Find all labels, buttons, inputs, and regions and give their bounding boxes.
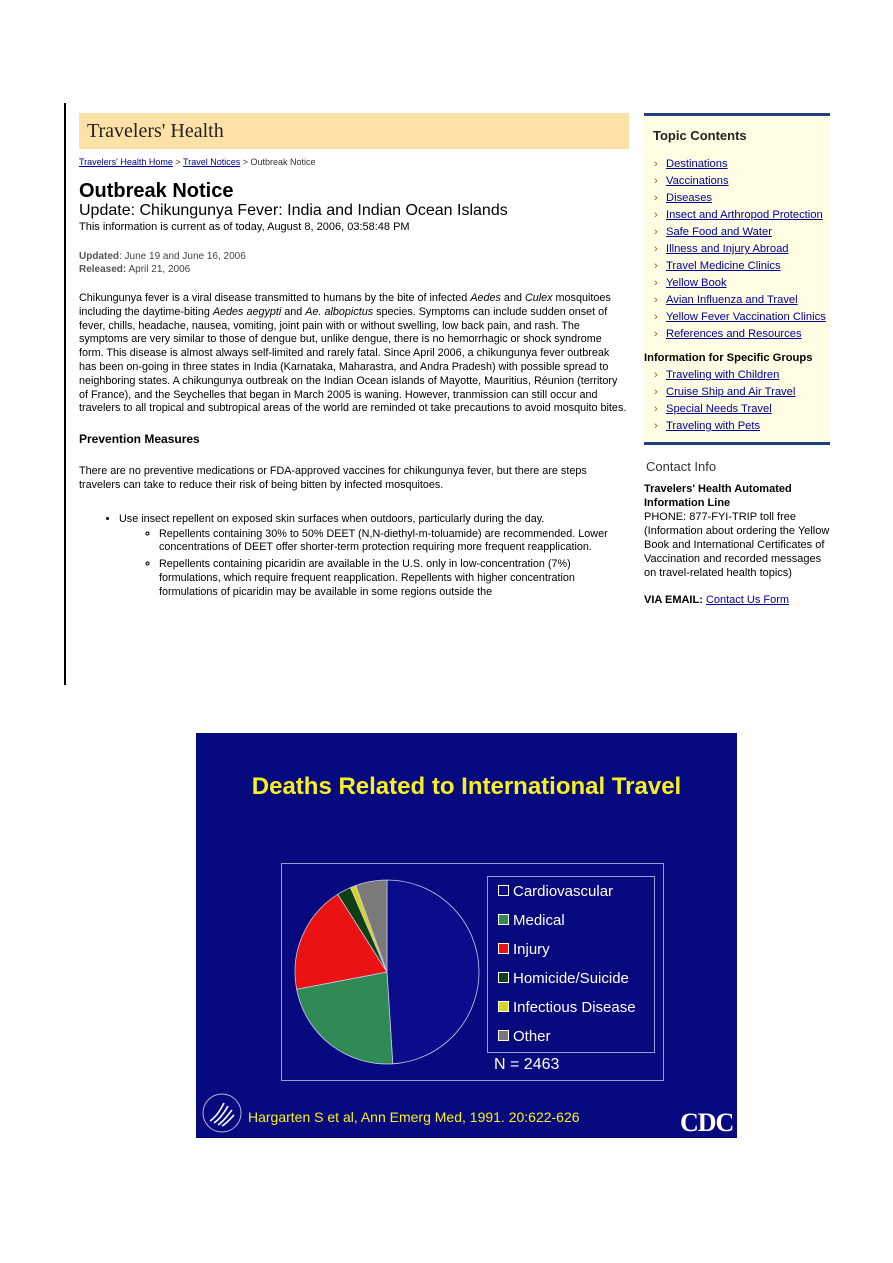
pie-slice-cardiovascular: [387, 880, 479, 1064]
breadcrumb: [79, 157, 629, 167]
topic-link[interactable]: Travel Medicine Clinics: [666, 260, 781, 272]
topic-list: [644, 157, 830, 342]
body-text: and: [500, 292, 525, 304]
group-link[interactable]: Traveling with Children: [666, 369, 780, 381]
chevron-right-icon: ›: [654, 311, 658, 323]
chevron-right-icon: ›: [654, 328, 658, 340]
topic-item: [644, 208, 830, 223]
body-text: Chikungunya fever is a viral disease transmitted to humans by the bite of infected: [79, 292, 471, 304]
list-item: [119, 513, 629, 600]
chevron-right-icon: ›: [654, 294, 658, 306]
group-link[interactable]: Cruise Ship and Air Travel: [666, 386, 796, 398]
current-info: This information is current as of today, August 8, 2006, 03:58:48 PM: [79, 221, 410, 233]
chart-title: Deaths Related to International Travel: [251, 773, 682, 800]
contact-title: Travelers' Health Automated Information Line: [644, 483, 792, 509]
prevention-text: There are no preventive medications or FDA-approved vaccines for chikungunya fever, but there are steps travelers can take to reduce their risk of being bitten by infected mosquitoes.: [79, 465, 587, 491]
topic-link[interactable]: References and Resources: [666, 328, 802, 340]
group-item: [644, 419, 830, 434]
group-item: [644, 368, 830, 383]
breadcrumb-separator: >: [242, 157, 249, 167]
chevron-right-icon: ›: [654, 403, 658, 415]
cdc-logo: CDC: [680, 1108, 734, 1137]
legend-label: Other: [513, 1028, 551, 1045]
legend-item: [498, 970, 629, 987]
topic-item: [644, 225, 830, 240]
chevron-right-icon: ›: [654, 158, 658, 170]
chevron-right-icon: ›: [654, 420, 658, 432]
groups-list: [644, 368, 830, 434]
topic-contents-box: [644, 113, 830, 445]
body-text: and: [281, 305, 306, 318]
legend-swatch: [498, 972, 509, 983]
legend-label: Medical: [513, 912, 565, 929]
topic-link[interactable]: Destinations: [666, 158, 728, 170]
chevron-right-icon: ›: [654, 260, 658, 272]
group-link[interactable]: Traveling with Pets: [666, 420, 761, 432]
topic-link[interactable]: Insect and Arthropod Protection: [666, 209, 823, 221]
legend-item: [498, 912, 565, 929]
legend-swatch: [498, 943, 509, 954]
prevention-heading: Prevention Measures: [79, 432, 200, 447]
breadcrumb-notices-link[interactable]: Travel Notices: [183, 157, 241, 167]
legend-swatch: [498, 885, 509, 896]
topic-item: [644, 174, 830, 189]
topic-link[interactable]: Yellow Fever Vaccination Clinics: [666, 311, 826, 323]
body-italic: Culex: [524, 292, 553, 304]
body-text: mosquitoes including the daytime-biting: [79, 292, 611, 318]
left-divider: [64, 103, 66, 685]
legend-swatch: [498, 1001, 509, 1012]
topic-link[interactable]: Diseases: [666, 192, 713, 204]
contact-phone: PHONE: 877-FYI-TRIP toll free (Information about ordering the Yellow Book and International Certificates of Vaccination and recorded messages on travel-related health topics): [644, 511, 830, 579]
pie-chart: [293, 874, 481, 1070]
chevron-right-icon: ›: [654, 209, 658, 221]
topic-link[interactable]: Yellow Book: [666, 277, 727, 289]
updated-value: : June 19 and June 16, 2006: [119, 251, 246, 262]
topic-link[interactable]: Avian Influenza and Travel: [666, 294, 798, 306]
site-banner: Travelers' Health: [79, 113, 629, 149]
group-item: [644, 402, 830, 417]
contact-info: [644, 482, 830, 580]
released-value: April 21, 2006: [126, 264, 191, 275]
slide-source: Hargarten S et al, Ann Emerg Med, 1991. 20:622-626: [248, 1109, 580, 1125]
released-label: Released:: [79, 264, 127, 275]
bullet-text: Use insect repellent on exposed skin surfaces when outdoors, particularly during the day.: [119, 512, 545, 525]
legend-item: [498, 999, 636, 1016]
sub-list-item: ◦ Repellents containing 30% to 50% DEET (N,N-diethyl-m-toluamide) are recommended. Lower concentrations of DEET offer shorter-term protection requiring more frequent reapplication.: [159, 528, 629, 556]
body-italic: Aedes: [470, 292, 501, 304]
legend-item: [498, 1028, 551, 1045]
chevron-right-icon: ›: [654, 192, 658, 204]
chevron-right-icon: ›: [654, 369, 658, 381]
breadcrumb-separator: >: [175, 157, 181, 167]
body-paragraph: [79, 292, 629, 416]
legend-item: [498, 883, 613, 900]
topic-link[interactable]: Vaccinations: [666, 175, 729, 187]
hhs-eagle-logo: [200, 1091, 244, 1135]
group-link[interactable]: Special Needs Travel: [666, 403, 772, 415]
legend-item: [498, 941, 550, 958]
chevron-right-icon: ›: [654, 277, 658, 289]
sub-list-item: ◦ Repellents containing picaridin are available in the U.S. only in low-concentration (7%) formulations, which require frequent reapplication. Repellents with higher concentration formulations of picaridin may be available in some regions outside the: [159, 558, 629, 599]
topic-item: [644, 242, 830, 257]
sidebar: [644, 113, 830, 606]
topic-link[interactable]: Safe Food and Water: [666, 226, 772, 238]
web-page-screenshot: [64, 103, 830, 685]
legend-label: Injury: [513, 941, 550, 958]
topic-item: [644, 276, 830, 291]
page-title: Outbreak Notice: [79, 180, 234, 202]
contact-form-link[interactable]: Contact Us Form: [705, 594, 790, 606]
topic-item: [644, 310, 830, 325]
updated-label: Updated: [79, 251, 119, 262]
group-item: [644, 385, 830, 400]
legend-swatch: [498, 914, 509, 925]
topic-item: [644, 293, 830, 308]
contact-heading: Contact Info: [646, 459, 717, 474]
chevron-right-icon: ›: [654, 386, 658, 398]
body-italic: Ae. albopictus: [305, 305, 374, 318]
sample-size: N = 2463: [494, 1056, 560, 1073]
breadcrumb-home-link[interactable]: Travelers' Health Home: [79, 157, 173, 167]
body-text: species. Symptoms can include sudden onset of fever, chills, headache, nausea, vomiting, joint pain with or without swelling, low back pain, and rash. The symptoms are very similar to those of dengue but, unlike dengue, there is no hemorrhagic or shock syndrome form. This disease is almost always self-limited and rarely fatal. Since April 2006, a chikungunya fever outbreak has been on-going in three states in India (Karnataka, Maharastra, and Andra Pradesh) with possible spread to neighboring states. A chikungunya outbreak on the Indian Ocean islands of Mayotte, Mauritius, Réunion (territory of France), and the Seychelles that began in March 2005 is waning. However, tranmission can still occur and travelers to all tropical and subtropical areas of the world are reminded ot take precautions to avoid mosquito bites.: [79, 305, 627, 415]
email-label: VIA EMAIL:: [644, 594, 703, 606]
legend-swatch: [498, 1030, 509, 1041]
page-subtitle: Update: Chikungunya Fever: India and Indian Ocean Islands: [79, 202, 508, 219]
legend-label: Infectious Disease: [513, 999, 636, 1016]
chevron-right-icon: ›: [654, 243, 658, 255]
topic-link[interactable]: Illness and Injury Abroad: [666, 243, 789, 255]
prevention-list: [79, 513, 629, 600]
body-italic: Aedes aegypti: [212, 305, 282, 318]
presentation-slide: [196, 733, 737, 1138]
topic-item: [644, 259, 830, 274]
contact-email: [644, 594, 830, 606]
breadcrumb-current: Outbreak Notice: [250, 157, 316, 167]
notice-dates: [79, 250, 629, 276]
topic-item: [644, 157, 830, 172]
main-content: [79, 113, 629, 603]
groups-heading: Information for Specific Groups: [644, 352, 813, 364]
topic-item: [644, 191, 830, 206]
chart-legend: [487, 876, 655, 1053]
legend-label: Cardiovascular: [513, 883, 614, 900]
topic-item: [644, 327, 830, 342]
legend-label: Homicide/Suicide: [513, 970, 629, 987]
chevron-right-icon: ›: [654, 226, 658, 238]
chevron-right-icon: ›: [654, 175, 658, 187]
topic-contents-heading: Topic Contents: [653, 128, 747, 143]
